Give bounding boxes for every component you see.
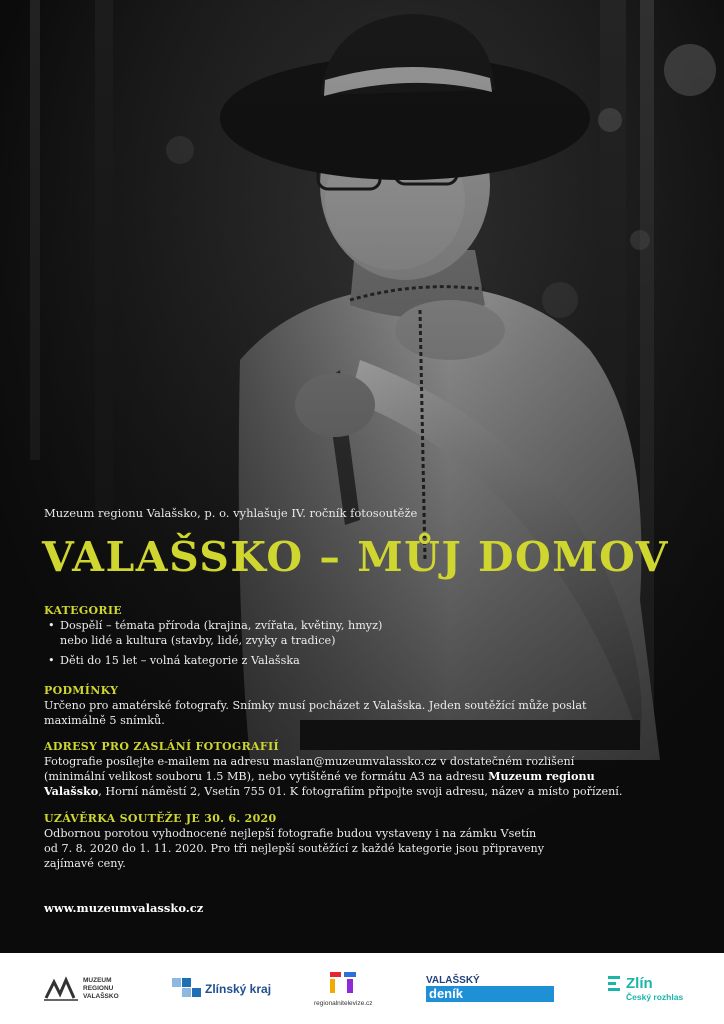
section-uzaverka [44, 812, 684, 871]
kategorie-item-adults [44, 618, 684, 648]
intro-text: Muzeum regionu Valašsko, p. o. vyhlašuje IV. ročník fotosoutěže [44, 506, 418, 520]
kategorie-item-adults-line2: nebo lidé a kultura (stavby, lidé, zvyky a tradice) [60, 634, 336, 647]
adresy-line3 [44, 784, 684, 799]
uzaverka-heading: UZÁVĚRKA SOUTĚŽE JE 30. 6. 2020 [44, 812, 277, 825]
adresy-museum-name-end: Valašsko [44, 784, 99, 798]
muzeum-label-2: REGIONU [83, 984, 114, 992]
logo-regionalni-televize[interactable] [314, 953, 373, 1024]
muzeum-label-1: MUZEUM [83, 976, 112, 984]
section-kategorie [44, 604, 684, 668]
website-link[interactable]: www.muzeumvalassko.cz [44, 901, 204, 915]
denik-label-top: VALAŠSKÝ [426, 975, 480, 986]
adresy-museum-name: Muzeum regionu [488, 769, 595, 783]
podminky-line2: maximálně 5 snímků. [44, 714, 165, 727]
poster-title: VALAŠSKO – MŮJ DOMOV [42, 533, 669, 581]
podminky-line1: Určeno pro amatérské fotografy. Snímky musí pocházet z Valašska. Jeden soutěžící může poslat [44, 699, 587, 712]
uzaverka-line1: Odbornou porotou vyhodnocené nejlepší fotografie budou vystaveny i na zámku Vsetín [44, 827, 537, 840]
adresy-line2-text: (minimální velikost souboru 1.5 MB), nebo vytištěné ve formátu A3 na adresu [44, 770, 489, 783]
zlinsky-kraj-label: Zlínský kraj [205, 981, 272, 996]
uzaverka-line3: zajímavé ceny. [44, 857, 126, 870]
denik-label-bottom: deník [426, 986, 554, 1002]
logo-valassky-denik[interactable] [426, 953, 554, 1024]
adresy-line2 [44, 769, 684, 784]
adresy-line1: Fotografie posílejte e-mailem na adresu maslan@muzeumvalassko.cz v dostatečném rozlišení [44, 755, 575, 768]
logo-muzeum-regionu-valassko[interactable] [44, 953, 119, 1024]
adresy-line3-text: , Horní náměstí 2, Vsetín 755 01. K fotografiím připojte svoji adresu, název a místo pořízení. [98, 785, 623, 798]
adresy-heading: ADRESY PRO ZASLÁNÍ FOTOGRAFIÍ [44, 740, 279, 753]
logo-cesky-rozhlas-zlin[interactable] [608, 953, 683, 1024]
zlin-label: Zlín [626, 975, 653, 992]
rtv-mark-icon [328, 970, 358, 998]
kategorie-item-adults-line1: Dospělí – témata příroda (krajina, zvířata, květiny, hmyz) [60, 619, 383, 632]
kategorie-heading: KATEGORIE [44, 604, 122, 617]
kategorie-item-children: • Děti do 15 let – volná kategorie z Valašska [44, 653, 684, 668]
kategorie-list [44, 618, 684, 668]
section-podminky [44, 684, 684, 728]
rozhlas-label: Český rozhlas [626, 992, 684, 1002]
partner-logos-footer [0, 953, 724, 1024]
logo-zlinsky-kraj[interactable] [172, 953, 271, 1024]
uzaverka-line2: od 7. 8. 2020 do 1. 11. 2020. Pro tři nejlepší soutěžící z každé kategorie jsou připraveny [44, 842, 545, 855]
podminky-heading: PODMÍNKY [44, 684, 119, 697]
section-adresy [44, 740, 684, 799]
rozhlas-lines-icon [608, 976, 622, 992]
zlinsky-kraj-squares-icon [172, 978, 202, 1000]
muzeum-label-3: VALAŠSKO [83, 992, 119, 1000]
rtv-label: regionalnitelevize.cz [314, 1000, 373, 1007]
muzeum-mark-icon [44, 976, 80, 1002]
